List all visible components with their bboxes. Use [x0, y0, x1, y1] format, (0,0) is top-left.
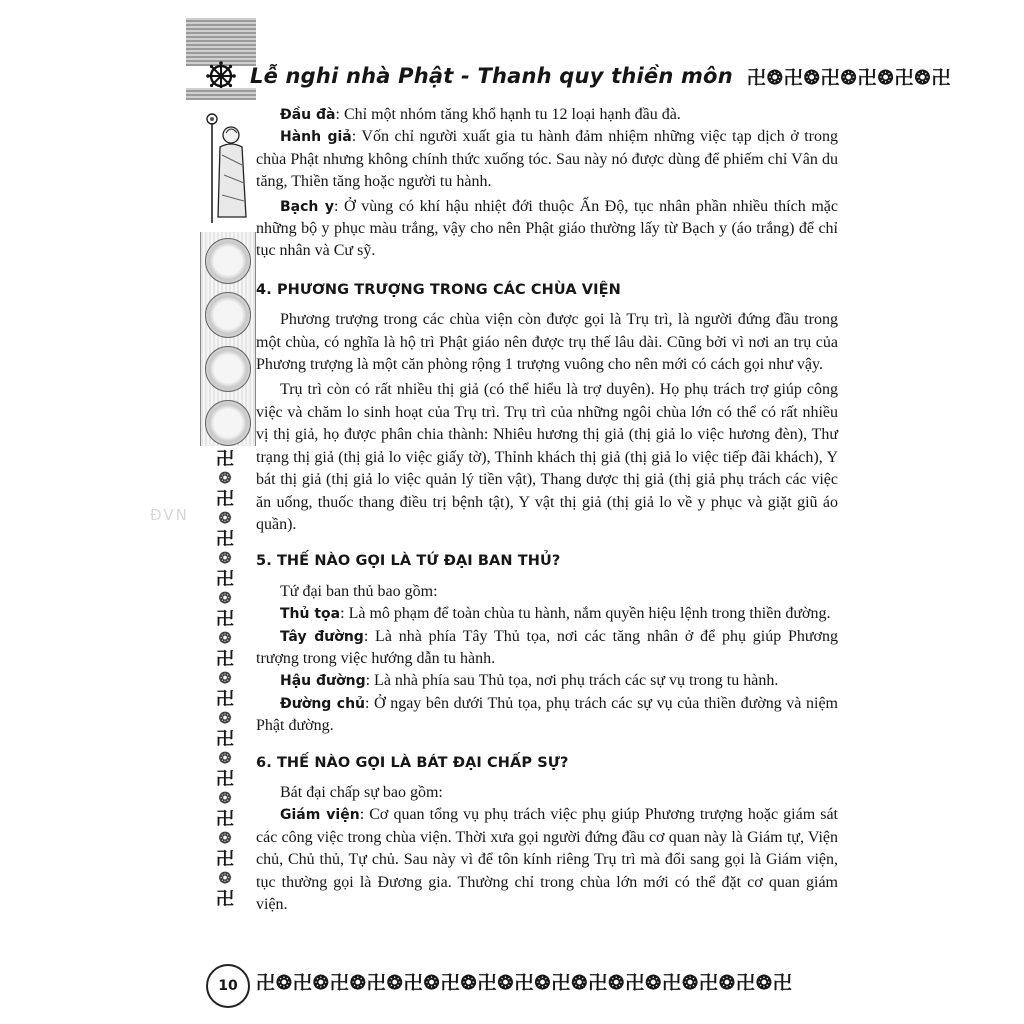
- swastika-ornament-icon: 卍: [216, 569, 234, 589]
- lotus-ornament-icon: ❂: [218, 671, 232, 687]
- lotus-ornament-icon: ❂: [218, 831, 232, 847]
- term: Giám viện: [280, 807, 360, 824]
- paragraph: Trụ trì còn có rất nhiều thị giả (có thể hiểu là trợ duyên). Họ phụ trách trợ giúp công việc và chăm lo sinh hoạt của Trụ trì. Trụ trì của những ngôi chùa lớn có thể có rất nhiều vị thị giả, họ được phân chia thành: Nhiêu hương thị giả (thị giả lo việc hương đèn), Thư trạng thị giả (thị giả lo việc giấy tờ), Thỉnh khách thị giả (thị giả lo việc tiếp đãi khách), Y bát thị giả (thị giả lo việc quản lý tiền vật), Thang dược thị giả (thị giả phụ trách các việc ăn uống, thuốc thang điều trị bệnh tật), Y vật thị giả (thị giả lo về y phục và giặt giũ áo quần).: [256, 381, 838, 533]
- paragraph: [256, 196, 838, 263]
- paragraph: [256, 104, 838, 126]
- lotus-ornament-icon: ❂: [218, 471, 232, 487]
- lotus-ornament-icon: ❂: [218, 791, 232, 807]
- definition: : Chỉ một nhóm tăng khổ hạnh tu 12 loại hạnh đầu đà.: [335, 106, 681, 123]
- dharma-wheel-icon: [206, 61, 236, 91]
- swastika-ornament-icon: 卍: [216, 809, 234, 829]
- paragraph: [256, 693, 838, 738]
- term: Tây đường: [280, 628, 364, 645]
- lotus-ornament-icon: ❂: [218, 631, 232, 647]
- paragraph: [256, 126, 838, 193]
- lotus-ornament-icon: ❂: [218, 551, 232, 567]
- term: Đường chủ: [280, 695, 366, 712]
- paragraph: Tứ đại ban thủ bao gồm:: [280, 582, 438, 600]
- definition: : Là nhà phía Tây Thủ tọa, nơi các tăng nhân ở để phụ giúp Phương trượng trong việc hướng dẫn tu hành.: [256, 627, 839, 667]
- term: Đầu đà: [280, 107, 336, 123]
- medallion-icon: [205, 292, 251, 338]
- swastika-ornament-icon: 卍: [216, 609, 234, 629]
- term: Hậu đường: [280, 673, 366, 690]
- page-body: [256, 104, 838, 916]
- section-heading: 4. PHƯƠNG TRƯỢNG TRONG CÁC CHÙA VIỆN: [256, 281, 621, 298]
- lotus-ornament-icon: ❂: [218, 871, 232, 887]
- header-decor-bar-lower: [186, 88, 256, 100]
- term: Hành giả: [280, 129, 352, 146]
- swastika-ornament-icon: 卍: [216, 769, 234, 789]
- definition: : Cơ quan tổng vụ phụ trách việc phụ giúp Phương trượng hoặc giám sát các công việc trong chùa viện. Thời xưa gọi người đứng đầu cơ quan này là Giám tự, Viện chủ, Chủ thủ, Tự chủ. Sau này vì để tôn kính riêng Trụ trì mà đổi sang gọi là Giám viện, tục thường gọi là Đương gia. Thường chỉ trong chùa lớn mới có thể đặt cơ quan giám viện.: [256, 806, 838, 913]
- definition: : Là nhà phía sau Thủ tọa, nơi phụ trách các sự vụ trong tu hành.: [365, 672, 779, 690]
- monk-figure-icon: [200, 105, 248, 225]
- section-heading: 6. THẾ NÀO GỌI LÀ BÁT ĐẠI CHẤP SỰ?: [256, 754, 569, 771]
- medallion-icon: [205, 400, 251, 446]
- watermark: ĐVN: [150, 506, 189, 524]
- paragraph: [256, 626, 838, 671]
- definition: : Là mô phạm để toàn chùa tu hành, nắm quyền hiệu lệnh trong thiền đường.: [340, 605, 831, 623]
- page-number: 10: [206, 964, 250, 1008]
- paragraph: Phương trượng trong các chùa viện còn được gọi là Trụ trì, là người đứng đầu trong một chùa, có nghĩa là hộ trì Phật giáo nên được trụ thế lâu dài. Cũng bởi vì nơi an trụ của Phương trượng là một căn phòng rộng 1 trượng vuông cho nên mới có cách gọi như vậy.: [256, 311, 838, 374]
- term: Bạch y: [280, 198, 334, 215]
- header-decor-bar: [186, 18, 256, 66]
- swastika-ornament-icon: 卍: [216, 889, 234, 909]
- swastika-ornament-icon: 卍: [216, 489, 234, 509]
- footer-ornament: 卍❂卍❂卍❂卍❂卍❂卍❂卍❂卍❂卍❂卍❂卍❂卍❂卍❂卍❂卍: [256, 973, 793, 994]
- swastika-ornament-icon: 卍: [216, 689, 234, 709]
- definition: : Ở ngay bên dưới Thủ tọa, phụ trách các sự vụ của thiền đường và niệm Phật đường.: [256, 694, 838, 735]
- definition: : Vốn chỉ người xuất gia tu hành đảm nhiệm những việc tạp dịch ở trong chùa Phật nhưng không chính thức xuống tóc. Sau này nó được dùng để phiếm chỉ Vân du tăng, Thiền tăng hoặc người tu hành.: [256, 128, 838, 191]
- medallion-icon: [205, 238, 251, 284]
- book-title: Lễ nghi nhà Phật - Thanh quy thiền môn: [250, 64, 733, 88]
- paragraph: [256, 804, 838, 916]
- paragraph: Bát đại chấp sự bao gồm:: [280, 783, 443, 801]
- lotus-ornament-icon: ❂: [218, 711, 232, 727]
- term: Thủ tọa: [280, 606, 341, 623]
- medallion-column: [200, 232, 256, 446]
- lotus-ornament-icon: ❂: [218, 591, 232, 607]
- swastika-ornament-icon: 卍: [216, 649, 234, 669]
- running-header: [206, 60, 951, 92]
- swastika-ornament-icon: 卍: [216, 729, 234, 749]
- header-ornament: 卍❂卍❂卍❂卍❂卍❂卍: [746, 67, 952, 89]
- definition: : Ở vùng có khí hậu nhiệt đới thuộc Ấn Độ, tục nhân phần nhiều thích mặc những bộ y phục màu trắng, vậy cho nên Phật giáo thường lấy từ Bạch y (áo trắng) để chỉ tục nhân và Cư sỹ.: [256, 197, 838, 260]
- section-heading: 5. THẾ NÀO GỌI LÀ TỨ ĐẠI BAN THỦ?: [256, 553, 561, 570]
- lotus-ornament-icon: ❂: [218, 751, 232, 767]
- lotus-ornament-icon: ❂: [218, 511, 232, 527]
- paragraph: [256, 603, 838, 625]
- medallion-icon: [205, 346, 251, 392]
- swastika-ornament-icon: 卍: [216, 849, 234, 869]
- swastika-ornament-icon: 卍: [216, 529, 234, 549]
- paragraph: [256, 670, 838, 692]
- swastika-ornament-icon: 卍: [216, 449, 234, 469]
